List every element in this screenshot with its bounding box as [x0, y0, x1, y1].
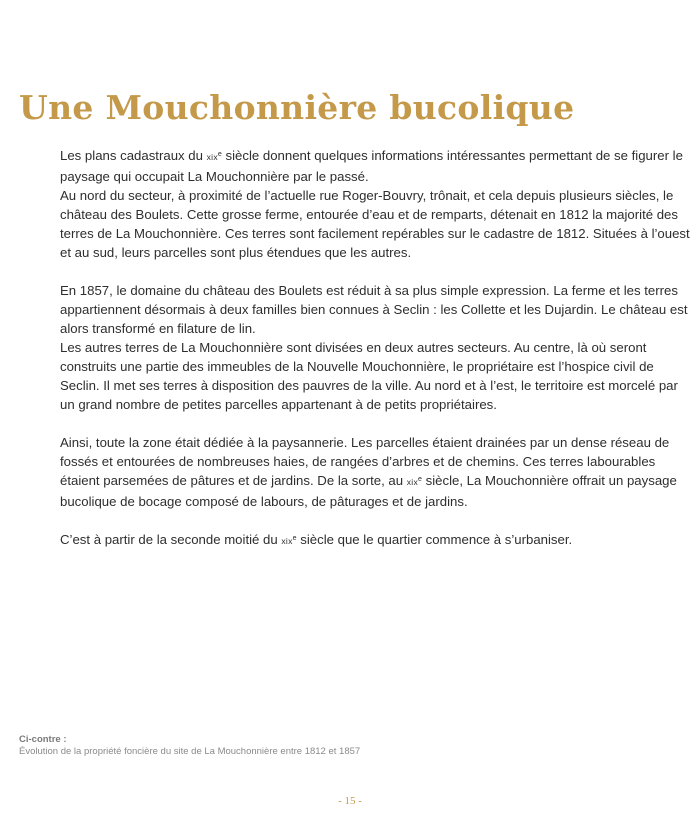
- paragraph-5-start: Ainsi, toute la zone était dédiée à la paysannerie. Les parcelles étaient drainées par un dense réseau de fossés et entourées de nombreuses haies, de rangées d’arbres et de chemins. Ces terres labourables étaient parsemées de pâtures et de jardins. De la sorte, au: [60, 435, 670, 488]
- century-label: xix: [206, 152, 218, 162]
- paragraph-gap: [60, 262, 692, 281]
- paragraph-1-end: siècle donnent quelques informations intéressantes permettant de se figurer le paysage qui occupait La Mouchonnière par le passé.: [60, 148, 683, 184]
- paragraph-4: Les autres terres de La Mouchonnière sont divisées en deux autres secteurs. Au centre, là où seront construits une partie des immeubles de la Nouvelle Mouchonnière, le propriétaire est l’hospice civil de Seclin. Il met ses terres à disposition des pauvres de la ville. Au nord et à l’est, le territoire est morcelé par un grand nombre de petites parcelles appartenant à de petits propriétaires.: [60, 340, 678, 412]
- paragraph-5: [60, 433, 692, 511]
- page-title: Une Mouchonnière bucolique: [19, 88, 575, 127]
- century-superscript: e: [217, 151, 222, 158]
- paragraph-5-end: siècle, La Mouchonnière offrait un paysage bucolique de bocage composé de labours, de pâturages et de jardins.: [60, 473, 677, 509]
- paragraph-6-start: C’est à partir de la seconde moitié du: [60, 532, 282, 547]
- paragraph-2: Au nord du secteur, à proximité de l’actuelle rue Roger-Bouvry, trônait, et cela depuis plusieurs siècles, le château des Boulets. Cette grosse ferme, entourée d’eau et de remparts, détenait en 1812 la majorité des terres de La Mouchonnière. Ces terres sont facilement repérables sur le cadastre de 1812. Situées à l’ouest et au sud, leurs parcelles sont plus étendues que les autres.: [60, 188, 690, 260]
- paragraph-1: [60, 146, 692, 186]
- paragraph-6-end: siècle que le quartier commence à s’urbaniser.: [296, 532, 573, 547]
- caption-title: Ci-contre :: [19, 734, 67, 745]
- paragraph-gap: [60, 414, 692, 433]
- paragraph-1-start: Les plans cadastraux du: [60, 148, 207, 163]
- page-number: - 15 -: [338, 795, 362, 807]
- paragraph-gap: [60, 511, 692, 530]
- century-superscript: e: [292, 535, 297, 542]
- caption-text: Évolution de la propriété foncière du site de La Mouchonnière entre 1812 et 1857: [19, 746, 361, 757]
- century-label: xix: [406, 477, 419, 487]
- figure-caption: [19, 734, 360, 758]
- century-superscript: e: [418, 476, 422, 483]
- paragraph-6: [60, 530, 692, 551]
- paragraph-3: En 1857, le domaine du château des Boulets est réduit à sa plus simple expression. La ferme et les terres appartiennent désormais à deux familles bien connues à Seclin : les Collette et les Dujardin. Le château est alors transformé en filature de lin.: [60, 283, 688, 336]
- article-body: [60, 146, 692, 551]
- century-label: xix: [281, 536, 293, 546]
